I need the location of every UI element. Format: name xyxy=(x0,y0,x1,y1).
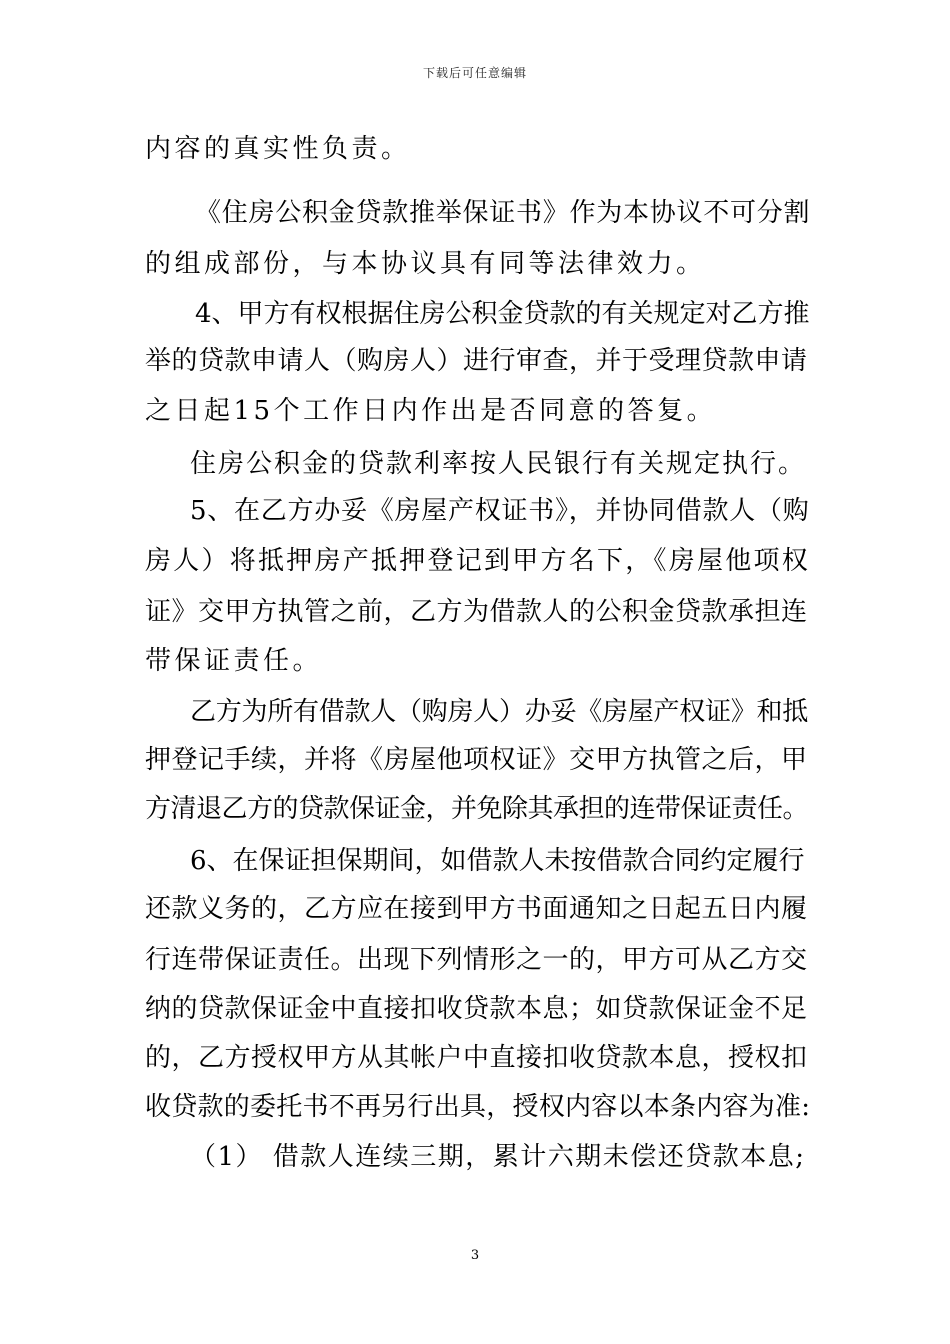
text-line: 押登记手续，并将《房屋他项权证》交甲方执管之后，甲 xyxy=(145,745,808,775)
text-line: 的组成部份，与本协议具有同等法律效力。 xyxy=(145,249,706,279)
text-line: 方清退乙方的贷款保证金，并免除其承担的连带保证责任。 xyxy=(145,794,809,824)
text-line: 收贷款的委托书不再另行出具，授权内容以本条内容为准: xyxy=(145,1092,811,1122)
text-line: 行连带保证责任。出现下列情形之一的，甲方可从乙方交 xyxy=(145,945,808,975)
text-line: 举的贷款申请人（购房人）进行审查，并于受理贷款申请 xyxy=(145,346,808,376)
page-header: 下载后可任意编辑 xyxy=(422,66,527,80)
text-line: 住房公积金的贷款利率按人民银行有关规定执行。 xyxy=(190,449,807,479)
text-line: 带保证责任。 xyxy=(145,646,323,676)
text-line: （1） 借款人连续三期，累计六期未偿还贷款本息; xyxy=(190,1142,806,1172)
text-line: 乙方为所有借款人（购房人）办妥《房屋产权证》和抵 xyxy=(190,697,809,727)
text-line: 还款义务的，乙方应在接到甲方书面通知之日起五日内履 xyxy=(145,894,808,924)
text-line: 6、在保证担保期间，如借款人未按借款合同约定履行 xyxy=(190,846,805,876)
text-line: 《住房公积金贷款推举保证书》作为本协议不可分割 xyxy=(195,198,811,228)
page-number: 3 xyxy=(470,1248,480,1263)
text-line: 5、在乙方办妥《房屋产权证书》，并协同借款人（购 xyxy=(190,496,810,526)
text-line: 的，乙方授权甲方从其帐户中直接扣收贷款本息，授权扣 xyxy=(145,1043,808,1073)
text-line: 房人）将抵押房产抵押登记到甲方名下，《房屋他项权 xyxy=(145,546,811,576)
text-line: 内容的真实性负责。 xyxy=(145,134,411,164)
text-line: 证》交甲方执管之前，乙方为借款人的公积金贷款承担连 xyxy=(145,597,808,627)
text-line: 纳的贷款保证金中直接扣收贷款本息；如贷款保证金不足 xyxy=(145,994,808,1024)
text-line: 之日起15个工作日内作出是否同意的答复。 xyxy=(145,396,717,426)
text-line: 4、甲方有权根据住房公积金贷款的有关规定对乙方推 xyxy=(195,299,810,329)
